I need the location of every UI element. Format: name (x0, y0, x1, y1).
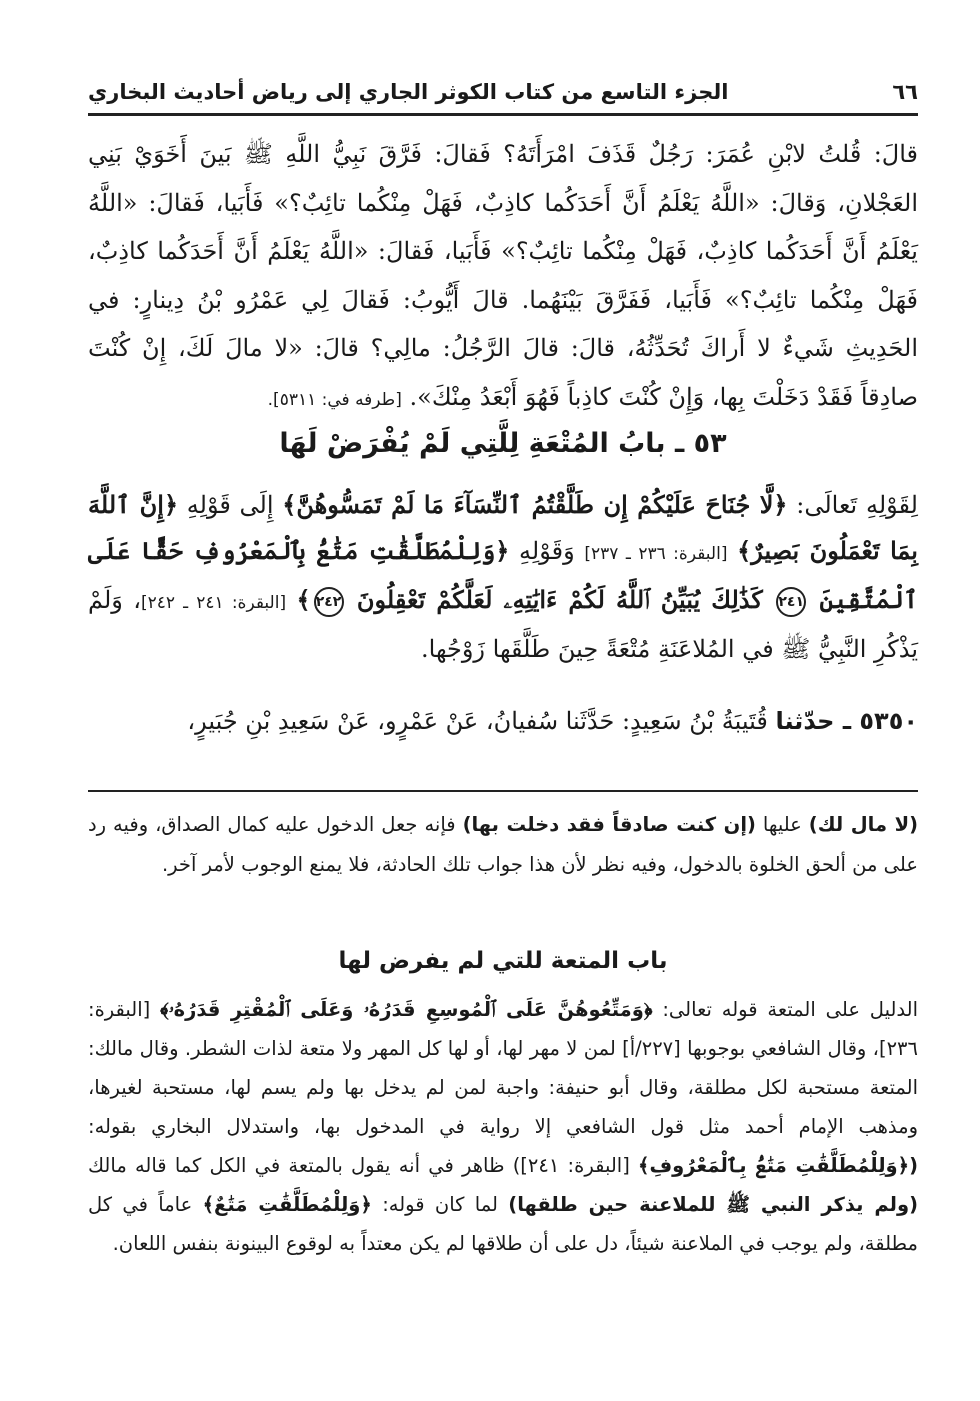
quran-verse-2: ﴿إِنَّ ٱللَّهَ بِمَا تَعْمَلُونَ بَصِيرٌ﴾ (88, 490, 918, 565)
verse-reference-2: [البقرة: ٢٤١ ـ ٢٤٢] (140, 593, 287, 613)
hadith-paragraph (88, 700, 918, 742)
ayah-number-marker: ٢٤٢ (314, 587, 344, 617)
commentary-paragraph (88, 990, 918, 1263)
running-header (88, 72, 918, 112)
quran-quote: ﴿وَمَتِّعُوهُنَّ عَلَى ٱلْمُوسِعِ قَدَرُهُۥ وَعَلَى ٱلْمُقْتِرِ قَدَرُهُۥ﴾ (160, 998, 653, 1021)
commentary-text: فإنه جعل الدخول عليه كمال الصداق، وفيه رد على من ألحق الخلوة بالدخول، وفيه نظر لأن هذا جواب تلك الحادثة، فلا يمنع الوجوب لأمر آخر. (88, 813, 918, 876)
ayah-number-marker: ٢٤١ (776, 587, 806, 617)
quran-quote: ﴿وَلِلْمُطَلَّقَٰتِ مَتَٰعٌ﴾ (202, 1193, 372, 1216)
commentary-text: لما كان قوله: (382, 1193, 498, 1216)
verse-connector-1: إِلَى قَوْلِهِ (186, 491, 274, 519)
commentary-text: عليها (762, 813, 802, 836)
commentary-paragraph (88, 805, 918, 885)
commentary-text: عاماً في كل مطلقة، ولم يوجب في الملاعنة شيئاً، دل على أن طلاقها لم يكن معتداً به لوقوع البينونة بنفس اللعان. (88, 1193, 918, 1255)
page-number: ٦٦ (892, 80, 918, 104)
chapter-heading: ٥٣ ـ بابُ المُتْعَةِ لِلَّتِي لَمْ يُفْرَضْ لَهَا (279, 428, 727, 459)
commentary-quote: (ولم يذكر النبي ﷺ للملاعنة حين طلقها) (508, 1193, 919, 1216)
verse-intro: لِقَوْلِهِ تَعالَى: (796, 491, 918, 519)
quran-quote: (﴿وَلِلْمُطَلَّقَٰتِ مَتَٰعُۢ بِٱلْمَعْرُوفِ﴾ (638, 1154, 919, 1177)
quran-verse-3: ﴿وَلِلْمُطَلَّقَٰتِ مَتَٰعُۢ بِٱلْمَعْرُوفِ حَقًّا عَلَى ٱلْمُتَّقِينَ (88, 536, 918, 614)
commentary-section (88, 805, 918, 885)
commentary-quote: (لا مال لك) (808, 813, 919, 836)
commentary-text: الدليل على المتعة قوله تعالى: (662, 998, 918, 1021)
commentary-section-2 (88, 990, 918, 1263)
hadith-entry (88, 700, 918, 742)
quran-verse-close: ﴾ (296, 585, 311, 614)
hadith-number: ٥٣٥٠ ـ حدّثنا (775, 707, 918, 735)
commentary-heading: باب المتعة للتي لم يفرض لها (338, 948, 668, 974)
hadith-text: قُتَيبَةُ بْنُ سَعِيدٍ: حَدَّثَنا سُفيانُ، عَنْ عَمْرٍو، عَنْ سَعِيدِ بْنِ جُبَيرٍ، (187, 707, 768, 735)
commentary-quote: (إن كنت صادقاً فقد دخلت بها) (462, 813, 756, 836)
commentary-text: ظاهر في أنه يقول بالمتعة في الكل كما قاله مالك (88, 1154, 505, 1177)
verse-reference-1: [البقرة: ٢٣٦ ـ ٢٣٧] (584, 544, 728, 564)
verse-section (88, 482, 918, 672)
quran-verse-4: كَذَٰلِكَ يُبَيِّنُ ٱللَّهُ لَكُمْ ءَايَٰتِهِۦ لَعَلَّكُمْ تَعْقِلُونَ (356, 585, 763, 614)
verse-connector-2: وَقَوْلِهِ (519, 537, 575, 565)
commentary-reference: [البقرة: ٢٤١]) (512, 1154, 630, 1177)
verse-paragraph (88, 482, 918, 672)
cross-reference: [طرفه في: ٥٣١١]. (267, 389, 402, 410)
verse-tail: ، وَلَمْ يَذْكُرِ النَّبِيُّ ﷺ في المُلاعَنَةِ مُتْعَةً حِينَ طَلَّقَها زَوْجُها. (88, 586, 918, 663)
quran-verse-1: ﴿لَّا جُنَاحَ عَلَيْكُمْ إِن طَلَّقْتُمُ ٱلنِّسَآءَ مَا لَمْ تَمَسُّوهُنَّ﴾ (282, 490, 788, 519)
main-paragraph-text: قالَ: قُلتُ لابْنِ عُمَرَ: رَجُلٌ قَذَفَ امْرَأَتَهُ؟ فَقالَ: فَرَّقَ نَبِيُّ اللَّهِ ﷺ بَينَ أَخَوَيْ بَنِي العَجْلانِ، وَقالَ: «اللَّهُ يَعْلَمُ أَنَّ أَحَدَكُما كاذِبٌ، فَهَلْ مِنْكُما تائِبٌ؟» فَأَبَيا، فَقالَ: «اللَّهُ يَعْلَمُ أَنَّ أَحَدَكُما كاذِبٌ، فَهَلْ مِنْكُما تائِبٌ؟» فَأَبَيا، فَقالَ: «اللَّهُ يَعْلَمُ أَنَّ أَحَدَكُما كاذِبٌ، فَهَلْ مِنْكُما تائِبٌ؟» فَأَبَيا، فَفَرَّقَ بَيْنَهُما. قالَ أَيُّوبُ: فَقالَ لِي عَمْرُو بْنُ دِينارٍ: في الحَدِيثِ شَيءٌ لا أَراكَ تُحَدِّثُهُ، قالَ: قالَ الرَّجُلُ: مالِي؟ قالَ: «لا مالَ لَكَ، إِنْ كُنْتَ صادِقاً فَقَدْ دَخَلْتَ بِها، وَإِنْ كُنْتَ كاذِباً فَهُوَ أَبْعَدُ مِنْكَ». (88, 140, 918, 411)
book-title: الجزء التاسع من كتاب الكوثر الجاري إلى رياض أحاديث البخاري (88, 80, 729, 104)
commentary-text: [البقرة: ٢٣٦]، وقال الشافعي بوجوبها [٢٢٧/أ] لمن لا مهر لها، أو لها كل المهر ولا متعة لذات الشطر. وقال مالك: المتعة مستحبة لكل مطلقة، وقال أبو حنيفة: واجبة لمن لم يدخل بها ولم يسم لها، مستحبة لغيرها، ومذهب الإمام أحمد مثل قول الشافعي إلا رواية في المدخول بها، واستدلال البخاري بقوله: (88, 998, 918, 1138)
hadith-main-text (88, 130, 918, 424)
commentary-divider (88, 790, 918, 792)
header-divider (88, 113, 918, 116)
main-paragraph (88, 130, 918, 424)
